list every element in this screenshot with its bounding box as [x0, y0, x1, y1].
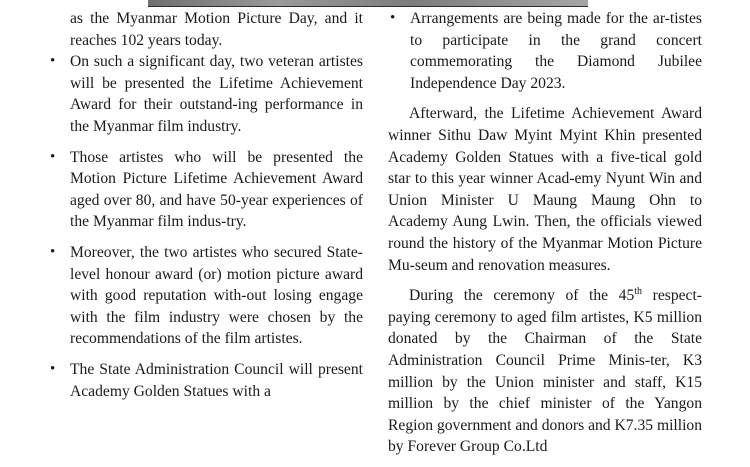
bullet-icon: •: [390, 10, 396, 26]
bullet-item: [48, 242, 363, 350]
bullet-icon: •: [50, 53, 56, 70]
bullet-icon: •: [50, 243, 56, 260]
bullet-item: [48, 51, 363, 137]
bullet-item: [48, 147, 363, 233]
bullet-text: Moreover, the two artistes who secured State-level honour award (or) motion picture award with good reputation with-out losing engage with the film industry were chosen by the recommendations of the film artistes.: [70, 243, 363, 348]
body-paragraph: Afterward, the Lifetime Achievement Award winner Sithu Daw Myint Myint Khin presented Academy Golden Statues with a five-tical gold star to this year winner Acad-emy Nyunt Win and Union Minister U Maung Maung Ohn to Academy Aung Lwin. Then, the officials viewed round the history of the Myanmar Motion Picture Mu-seum and renovation measures.: [388, 105, 702, 274]
bullet-text: On such a significant day, two veteran artistes will be presented the Lifetime Achievement Award for their outstand-ing performance in the Myanmar film industry.: [70, 53, 363, 135]
right-column: [388, 0, 702, 467]
paragraph-text-rest: respect-paying ceremony to aged film artistes, K5 million donated by the Chairman of the State Administration Council Prime Minis-ter, K3 million by the Union minister and staff, K15 million by the chief minister of the Yangon Region government and donors and K7.35 million by Forever Group Co.Ltd: [388, 287, 702, 456]
bullet-text: Arrangements are being made for the ar-tistes to participate in the grand concert commemorating the Diamond Jubilee Independence Day 2023.: [410, 10, 702, 92]
bullet-text: Those artistes who will be presented the Motion Picture Lifetime Achievement Award aged over 80, and have 50-year experiences of the Myanmar film indus-try.: [70, 148, 363, 231]
continuation-text: as the Myanmar Motion Picture Day, and it reaches 102 years today.: [70, 10, 363, 49]
paragraph-text-start: During the ceremony of the 45: [409, 287, 635, 305]
bullet-text: The State Administration Council will present Academy Golden Statues with a: [70, 360, 363, 400]
left-column: [48, 0, 363, 411]
bullet-item: [48, 359, 363, 402]
bullet-item: [388, 8, 702, 94]
bullet-icon: •: [50, 148, 56, 165]
ordinal-suffix: th: [634, 285, 643, 297]
bullet-icon: •: [50, 360, 56, 377]
body-paragraph: [388, 285, 702, 458]
